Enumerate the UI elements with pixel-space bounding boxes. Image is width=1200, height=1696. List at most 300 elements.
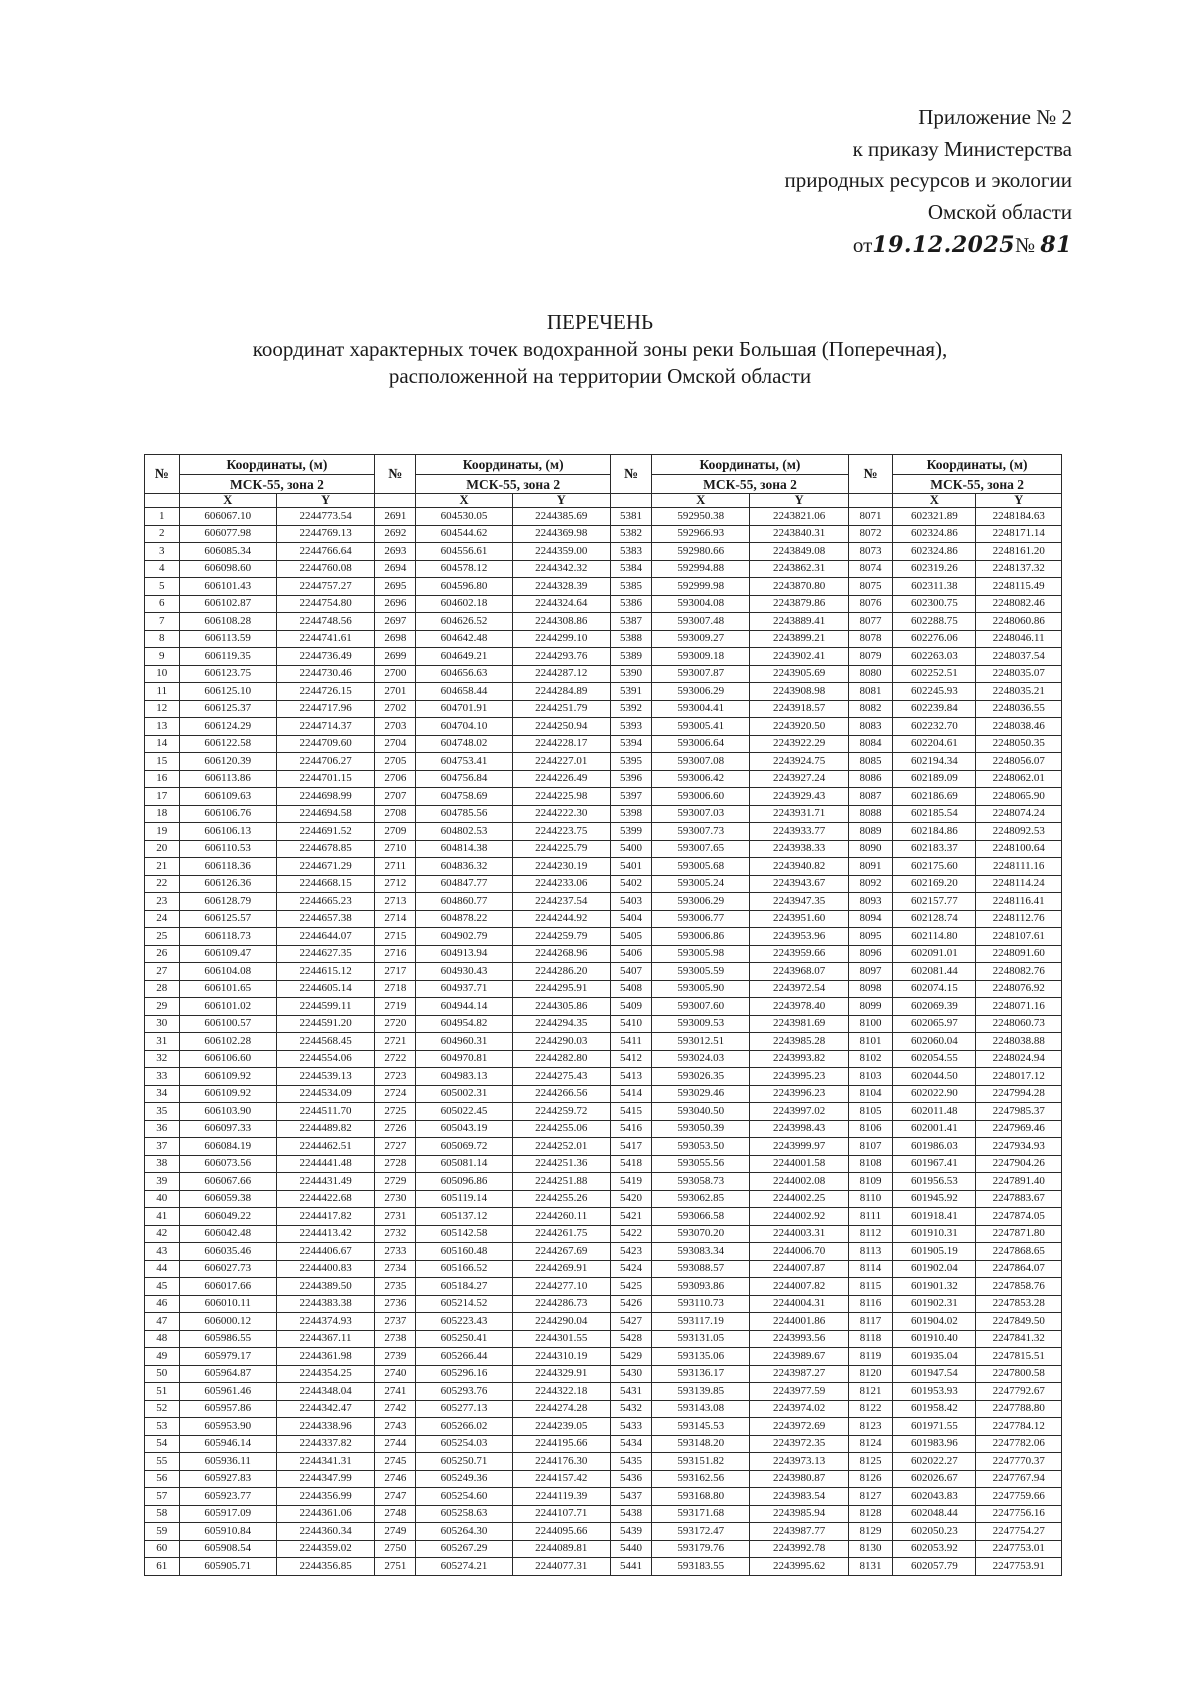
coord-x-cell-1: 606113.86 [179, 770, 276, 788]
coord-x-cell-2: 604704.10 [416, 718, 512, 736]
point-number-cell-3: 5416 [611, 1120, 652, 1138]
coord-x-cell-1: 606059.38 [179, 1190, 276, 1208]
coord-y-cell-4: 2248037.54 [976, 648, 1062, 666]
point-number-cell-2: 2717 [375, 963, 416, 981]
point-number-cell-1: 27 [145, 963, 180, 981]
table-row [145, 1418, 1062, 1436]
coord-y-cell-4: 2248161.20 [976, 543, 1062, 561]
coord-x-cell-4: 602321.89 [893, 508, 976, 526]
coord-x-cell-4: 602054.55 [893, 1050, 976, 1068]
coord-x-cell-3: 593145.53 [652, 1418, 750, 1436]
coord-y-cell-1: 2244374.93 [276, 1313, 374, 1331]
point-number-cell-1: 59 [145, 1523, 180, 1541]
coord-y-cell-4: 2248092.53 [976, 823, 1062, 841]
coord-y-cell-3: 2243993.56 [750, 1330, 848, 1348]
coord-x-cell-1: 605910.84 [179, 1523, 276, 1541]
coord-y-cell-3: 2243870.80 [750, 578, 848, 596]
coord-x-cell-3: 593136.17 [652, 1365, 750, 1383]
coord-y-cell-4: 2248082.76 [976, 963, 1062, 981]
point-number-cell-3: 5433 [611, 1418, 652, 1436]
point-number-cell-3: 5412 [611, 1050, 652, 1068]
coord-x-cell-1: 606120.39 [179, 753, 276, 771]
coord-x-cell-3: 592950.38 [652, 508, 750, 526]
coord-y-cell-1: 2244347.99 [276, 1470, 374, 1488]
point-number-cell-4: 8107 [848, 1138, 892, 1156]
coord-x-cell-1: 606101.65 [179, 980, 276, 998]
coord-x-cell-1: 606102.28 [179, 1033, 276, 1051]
coord-y-cell-2: 2244293.76 [512, 648, 610, 666]
coord-x-cell-3: 593009.27 [652, 630, 750, 648]
coord-y-cell-3: 2244002.08 [750, 1173, 848, 1191]
coord-y-cell-2: 2244176.30 [512, 1453, 610, 1471]
coord-y-cell-2: 2244244.92 [512, 910, 610, 928]
point-number-cell-3: 5424 [611, 1260, 652, 1278]
point-number-cell-1: 25 [145, 928, 180, 946]
point-number-cell-3: 5419 [611, 1173, 652, 1191]
point-number-cell-3: 5396 [611, 770, 652, 788]
coord-y-cell-4: 2247858.76 [976, 1278, 1062, 1296]
coord-y-cell-1: 2244511.70 [276, 1103, 374, 1121]
point-number-cell-1: 32 [145, 1050, 180, 1068]
coord-x-cell-1: 606108.28 [179, 613, 276, 631]
coord-x-cell-3: 593179.76 [652, 1540, 750, 1558]
coord-x-cell-1: 606122.58 [179, 735, 276, 753]
coord-y-cell-4: 2247871.80 [976, 1225, 1062, 1243]
coord-y-cell-2: 2244266.56 [512, 1085, 610, 1103]
coordinates-table [144, 454, 1062, 1576]
coord-y-cell-1: 2244361.98 [276, 1348, 374, 1366]
point-number-cell-1: 3 [145, 543, 180, 561]
coord-y-cell-4: 2247784.12 [976, 1418, 1062, 1436]
coord-x-cell-4: 601967.41 [893, 1155, 976, 1173]
point-number-cell-4: 8085 [848, 753, 892, 771]
coord-x-cell-4: 602114.80 [893, 928, 976, 946]
coord-x-cell-2: 604937.71 [416, 980, 512, 998]
point-number-cell-1: 36 [145, 1120, 180, 1138]
coord-y-cell-3: 2243995.23 [750, 1068, 848, 1086]
coord-y-cell-1: 2244356.85 [276, 1558, 374, 1576]
point-number-cell-2: 2712 [375, 875, 416, 893]
coord-y-cell-4: 2247753.01 [976, 1540, 1062, 1558]
header-number-4: № [848, 455, 892, 494]
point-number-cell-1: 2 [145, 525, 180, 543]
coord-x-cell-3: 593171.68 [652, 1505, 750, 1523]
coord-y-cell-3: 2243972.69 [750, 1418, 848, 1436]
coord-x-cell-4: 602239.84 [893, 700, 976, 718]
coord-y-cell-4: 2247853.28 [976, 1295, 1062, 1313]
point-number-cell-1: 30 [145, 1015, 180, 1033]
coord-y-cell-4: 2248062.01 [976, 770, 1062, 788]
coord-x-cell-3: 593006.29 [652, 893, 750, 911]
point-number-cell-3: 5440 [611, 1540, 652, 1558]
point-number-cell-1: 31 [145, 1033, 180, 1051]
coord-x-cell-1: 606109.47 [179, 945, 276, 963]
table-row [145, 928, 1062, 946]
coord-x-cell-1: 606101.43 [179, 578, 276, 596]
coord-y-cell-4: 2247994.28 [976, 1085, 1062, 1103]
table-row [145, 595, 1062, 613]
coord-y-cell-3: 2244007.82 [750, 1278, 848, 1296]
coord-y-cell-3: 2243993.82 [750, 1050, 848, 1068]
coord-y-cell-4: 2247904.26 [976, 1155, 1062, 1173]
header-x-4: X [893, 494, 976, 508]
coord-x-cell-3: 593029.46 [652, 1085, 750, 1103]
coord-y-cell-1: 2244599.11 [276, 998, 374, 1016]
coord-x-cell-3: 593005.41 [652, 718, 750, 736]
point-number-cell-1: 22 [145, 875, 180, 893]
point-number-cell-2: 2746 [375, 1470, 416, 1488]
table-row [145, 578, 1062, 596]
coord-x-cell-4: 602189.09 [893, 770, 976, 788]
point-number-cell-1: 37 [145, 1138, 180, 1156]
table-row [145, 1435, 1062, 1453]
coord-y-cell-1: 2244383.38 [276, 1295, 374, 1313]
point-number-cell-1: 49 [145, 1348, 180, 1366]
table-row [145, 508, 1062, 526]
coord-y-cell-1: 2244554.06 [276, 1050, 374, 1068]
coord-x-cell-2: 605043.19 [416, 1120, 512, 1138]
coord-y-cell-4: 2248050.35 [976, 735, 1062, 753]
coord-x-cell-3: 592994.88 [652, 560, 750, 578]
coord-x-cell-3: 593007.08 [652, 753, 750, 771]
point-number-cell-4: 8088 [848, 805, 892, 823]
coord-y-cell-3: 2243978.40 [750, 998, 848, 1016]
coord-x-cell-4: 602232.70 [893, 718, 976, 736]
coord-x-cell-3: 593007.03 [652, 805, 750, 823]
coord-x-cell-2: 604748.02 [416, 735, 512, 753]
point-number-cell-1: 1 [145, 508, 180, 526]
point-number-cell-1: 4 [145, 560, 180, 578]
coord-x-cell-4: 601918.41 [893, 1208, 976, 1226]
coord-y-cell-2: 2244233.06 [512, 875, 610, 893]
coord-x-cell-2: 604860.77 [416, 893, 512, 911]
point-number-cell-1: 52 [145, 1400, 180, 1418]
coord-y-cell-1: 2244644.07 [276, 928, 374, 946]
coord-y-cell-2: 2244305.86 [512, 998, 610, 1016]
coord-x-cell-3: 593168.80 [652, 1488, 750, 1506]
coord-x-cell-4: 602183.37 [893, 840, 976, 858]
table-row [145, 735, 1062, 753]
point-number-cell-3: 5438 [611, 1505, 652, 1523]
coord-x-cell-1: 606102.87 [179, 595, 276, 613]
point-number-cell-3: 5400 [611, 840, 652, 858]
point-number-cell-2: 2750 [375, 1540, 416, 1558]
coord-y-cell-1: 2244356.99 [276, 1488, 374, 1506]
coord-y-cell-2: 2244290.04 [512, 1313, 610, 1331]
coord-y-cell-3: 2243981.69 [750, 1015, 848, 1033]
coord-x-cell-1: 606123.75 [179, 665, 276, 683]
coord-y-cell-2: 2244308.86 [512, 613, 610, 631]
coord-x-cell-2: 604656.63 [416, 665, 512, 683]
coord-x-cell-3: 593005.59 [652, 963, 750, 981]
coord-x-cell-3: 593070.20 [652, 1225, 750, 1243]
point-number-cell-1: 60 [145, 1540, 180, 1558]
coord-x-cell-2: 605166.52 [416, 1260, 512, 1278]
point-number-cell-4: 8114 [848, 1260, 892, 1278]
coord-x-cell-2: 604626.52 [416, 613, 512, 631]
appendix-order-ref: к приказу Министерства [852, 136, 1072, 161]
point-number-cell-3: 5382 [611, 525, 652, 543]
coord-y-cell-1: 2244691.52 [276, 823, 374, 841]
point-number-cell-3: 5395 [611, 753, 652, 771]
coord-x-cell-1: 606125.10 [179, 683, 276, 701]
coord-x-cell-1: 605953.90 [179, 1418, 276, 1436]
table-row [145, 753, 1062, 771]
point-number-cell-2: 2722 [375, 1050, 416, 1068]
coord-y-cell-1: 2244717.96 [276, 700, 374, 718]
point-number-cell-4: 8097 [848, 963, 892, 981]
coord-y-cell-2: 2244250.94 [512, 718, 610, 736]
point-number-cell-4: 8104 [848, 1085, 892, 1103]
appendix-title: Приложение № 2 [918, 105, 1072, 129]
coord-y-cell-3: 2243974.02 [750, 1400, 848, 1418]
point-number-cell-3: 5405 [611, 928, 652, 946]
coord-y-cell-1: 2244406.67 [276, 1243, 374, 1261]
coord-y-cell-1: 2244665.23 [276, 893, 374, 911]
coord-y-cell-4: 2248137.32 [976, 560, 1062, 578]
point-number-cell-3: 5425 [611, 1278, 652, 1296]
coord-x-cell-3: 592999.98 [652, 578, 750, 596]
header-crs-3: МСК-55, зона 2 [652, 475, 849, 494]
point-number-cell-1: 15 [145, 753, 180, 771]
coord-x-cell-2: 605296.16 [416, 1365, 512, 1383]
coord-y-cell-1: 2244773.54 [276, 508, 374, 526]
coord-y-cell-4: 2247841.32 [976, 1330, 1062, 1348]
number-prefix: № [1015, 233, 1036, 257]
coord-x-cell-3: 593093.86 [652, 1278, 750, 1296]
coord-y-cell-3: 2243927.24 [750, 770, 848, 788]
coord-y-cell-1: 2244534.09 [276, 1085, 374, 1103]
table-row [145, 1365, 1062, 1383]
coord-y-cell-1: 2244736.49 [276, 648, 374, 666]
coord-x-cell-3: 593005.24 [652, 875, 750, 893]
coord-x-cell-2: 605277.13 [416, 1400, 512, 1418]
table-row [145, 1085, 1062, 1103]
coord-x-cell-4: 602184.86 [893, 823, 976, 841]
point-number-cell-2: 2731 [375, 1208, 416, 1226]
coord-x-cell-2: 604642.48 [416, 630, 512, 648]
coord-x-cell-4: 602057.79 [893, 1558, 976, 1576]
coord-x-cell-4: 601983.96 [893, 1435, 976, 1453]
coord-y-cell-3: 2243947.35 [750, 893, 848, 911]
coord-x-cell-2: 604913.94 [416, 945, 512, 963]
coord-x-cell-2: 605250.41 [416, 1330, 512, 1348]
point-number-cell-4: 8082 [848, 700, 892, 718]
point-number-cell-1: 55 [145, 1453, 180, 1471]
coord-y-cell-3: 2243973.13 [750, 1453, 848, 1471]
coord-y-cell-1: 2244741.61 [276, 630, 374, 648]
point-number-cell-3: 5409 [611, 998, 652, 1016]
coord-x-cell-4: 602026.67 [893, 1470, 976, 1488]
point-number-cell-2: 2691 [375, 508, 416, 526]
point-number-cell-3: 5410 [611, 1015, 652, 1033]
coord-x-cell-4: 601904.02 [893, 1313, 976, 1331]
point-number-cell-3: 5434 [611, 1435, 652, 1453]
point-number-cell-4: 8076 [848, 595, 892, 613]
coord-y-cell-2: 2244255.06 [512, 1120, 610, 1138]
coord-x-cell-2: 605069.72 [416, 1138, 512, 1156]
coord-x-cell-2: 604902.79 [416, 928, 512, 946]
point-number-cell-4: 8075 [848, 578, 892, 596]
point-number-cell-3: 5391 [611, 683, 652, 701]
point-number-cell-2: 2692 [375, 525, 416, 543]
coord-x-cell-3: 593083.34 [652, 1243, 750, 1261]
point-number-cell-3: 5383 [611, 543, 652, 561]
coord-x-cell-2: 605293.76 [416, 1383, 512, 1401]
coord-y-cell-2: 2244195.66 [512, 1435, 610, 1453]
coord-x-cell-1: 606119.35 [179, 648, 276, 666]
table-row [145, 613, 1062, 631]
coord-y-cell-4: 2247868.65 [976, 1243, 1062, 1261]
point-number-cell-3: 5387 [611, 613, 652, 631]
coord-y-cell-3: 2243980.87 [750, 1470, 848, 1488]
coord-y-cell-1: 2244760.08 [276, 560, 374, 578]
header-blank-3 [611, 494, 652, 508]
point-number-cell-4: 8101 [848, 1033, 892, 1051]
table-row [145, 1523, 1062, 1541]
table-row [145, 788, 1062, 806]
order-date-line [692, 230, 1072, 262]
coord-y-cell-3: 2244004.31 [750, 1295, 848, 1313]
coord-y-cell-4: 2248071.16 [976, 998, 1062, 1016]
point-number-cell-2: 2699 [375, 648, 416, 666]
coord-x-cell-1: 606104.08 [179, 963, 276, 981]
table-row [145, 840, 1062, 858]
coord-x-cell-2: 605254.60 [416, 1488, 512, 1506]
coord-x-cell-2: 604878.22 [416, 910, 512, 928]
point-number-cell-2: 2733 [375, 1243, 416, 1261]
coord-y-cell-3: 2244003.31 [750, 1225, 848, 1243]
coord-x-cell-3: 593004.08 [652, 595, 750, 613]
coord-x-cell-2: 604802.53 [416, 823, 512, 841]
coord-x-cell-1: 606073.56 [179, 1155, 276, 1173]
header-x-1: X [179, 494, 276, 508]
point-number-cell-2: 2725 [375, 1103, 416, 1121]
coord-y-cell-3: 2243902.41 [750, 648, 848, 666]
point-number-cell-4: 8126 [848, 1470, 892, 1488]
coord-y-cell-2: 2244286.20 [512, 963, 610, 981]
point-number-cell-2: 2707 [375, 788, 416, 806]
point-number-cell-2: 2740 [375, 1365, 416, 1383]
coord-y-cell-1: 2244539.13 [276, 1068, 374, 1086]
coord-x-cell-1: 606109.92 [179, 1085, 276, 1103]
header-coordinates-2: Координаты, (м) [416, 455, 611, 475]
coord-y-cell-3: 2243821.06 [750, 508, 848, 526]
point-number-cell-2: 2732 [375, 1225, 416, 1243]
coord-x-cell-3: 593006.29 [652, 683, 750, 701]
coord-x-cell-3: 592980.66 [652, 543, 750, 561]
table-row [145, 525, 1062, 543]
point-number-cell-2: 2697 [375, 613, 416, 631]
table-row [145, 963, 1062, 981]
coord-x-cell-1: 605936.11 [179, 1453, 276, 1471]
coord-y-cell-4: 2248184.63 [976, 508, 1062, 526]
point-number-cell-4: 8095 [848, 928, 892, 946]
coord-x-cell-2: 604578.12 [416, 560, 512, 578]
coord-x-cell-2: 605081.14 [416, 1155, 512, 1173]
header-coordinates-4: Координаты, (м) [893, 455, 1062, 475]
coord-x-cell-2: 604649.21 [416, 648, 512, 666]
point-number-cell-1: 10 [145, 665, 180, 683]
point-number-cell-4: 8072 [848, 525, 892, 543]
table-row [145, 1505, 1062, 1523]
coord-y-cell-4: 2248091.60 [976, 945, 1062, 963]
coord-y-cell-1: 2244714.37 [276, 718, 374, 736]
point-number-cell-3: 5399 [611, 823, 652, 841]
coord-y-cell-2: 2244284.89 [512, 683, 610, 701]
document-title: ПЕРЕЧЕНЬ [546, 310, 654, 334]
coord-x-cell-2: 605267.29 [416, 1540, 512, 1558]
point-number-cell-1: 61 [145, 1558, 180, 1576]
point-number-cell-2: 2728 [375, 1155, 416, 1173]
coord-x-cell-3: 593183.55 [652, 1558, 750, 1576]
coord-x-cell-1: 606097.33 [179, 1120, 276, 1138]
coord-x-cell-4: 601910.31 [893, 1225, 976, 1243]
coord-x-cell-3: 593050.39 [652, 1120, 750, 1138]
header-number-2: № [375, 455, 416, 494]
coord-x-cell-2: 604596.80 [416, 578, 512, 596]
coord-y-cell-3: 2243889.41 [750, 613, 848, 631]
coord-x-cell-1: 606100.57 [179, 1015, 276, 1033]
point-number-cell-4: 8092 [848, 875, 892, 893]
point-number-cell-2: 2739 [375, 1348, 416, 1366]
coord-y-cell-4: 2248017.12 [976, 1068, 1062, 1086]
point-number-cell-2: 2713 [375, 893, 416, 911]
table-row [145, 1208, 1062, 1226]
coord-x-cell-2: 605137.12 [416, 1208, 512, 1226]
point-number-cell-3: 5402 [611, 875, 652, 893]
point-number-cell-2: 2704 [375, 735, 416, 753]
coord-x-cell-1: 606128.79 [179, 893, 276, 911]
coord-y-cell-4: 2248024.94 [976, 1050, 1062, 1068]
coord-x-cell-4: 602065.97 [893, 1015, 976, 1033]
coord-y-cell-2: 2244089.81 [512, 1540, 610, 1558]
coord-y-cell-4: 2247788.80 [976, 1400, 1062, 1418]
point-number-cell-1: 20 [145, 840, 180, 858]
coord-x-cell-4: 602069.39 [893, 998, 976, 1016]
point-number-cell-4: 8117 [848, 1313, 892, 1331]
coord-y-cell-3: 2243951.60 [750, 910, 848, 928]
coord-y-cell-3: 2243908.98 [750, 683, 848, 701]
coord-x-cell-1: 606035.46 [179, 1243, 276, 1261]
coord-y-cell-3: 2243972.35 [750, 1435, 848, 1453]
coord-x-cell-3: 593005.90 [652, 980, 750, 998]
table-row [145, 630, 1062, 648]
coord-x-cell-4: 602204.61 [893, 735, 976, 753]
point-number-cell-3: 5430 [611, 1365, 652, 1383]
point-number-cell-2: 2741 [375, 1383, 416, 1401]
point-number-cell-3: 5431 [611, 1383, 652, 1401]
coord-x-cell-3: 593007.87 [652, 665, 750, 683]
table-row [145, 1330, 1062, 1348]
coord-x-cell-3: 593162.56 [652, 1470, 750, 1488]
coord-x-cell-3: 593012.51 [652, 1033, 750, 1051]
coord-y-cell-2: 2244230.19 [512, 858, 610, 876]
point-number-cell-4: 8096 [848, 945, 892, 963]
coord-x-cell-4: 602060.04 [893, 1033, 976, 1051]
coord-x-cell-2: 604785.56 [416, 805, 512, 823]
table-row [145, 1348, 1062, 1366]
point-number-cell-1: 44 [145, 1260, 180, 1278]
coord-y-cell-1: 2244754.80 [276, 595, 374, 613]
point-number-cell-4: 8084 [848, 735, 892, 753]
coord-y-cell-4: 2248115.49 [976, 578, 1062, 596]
point-number-cell-1: 12 [145, 700, 180, 718]
coord-x-cell-2: 605184.27 [416, 1278, 512, 1296]
header-crs-4: МСК-55, зона 2 [893, 475, 1062, 494]
table-row [145, 1278, 1062, 1296]
coord-y-cell-2: 2244299.10 [512, 630, 610, 648]
